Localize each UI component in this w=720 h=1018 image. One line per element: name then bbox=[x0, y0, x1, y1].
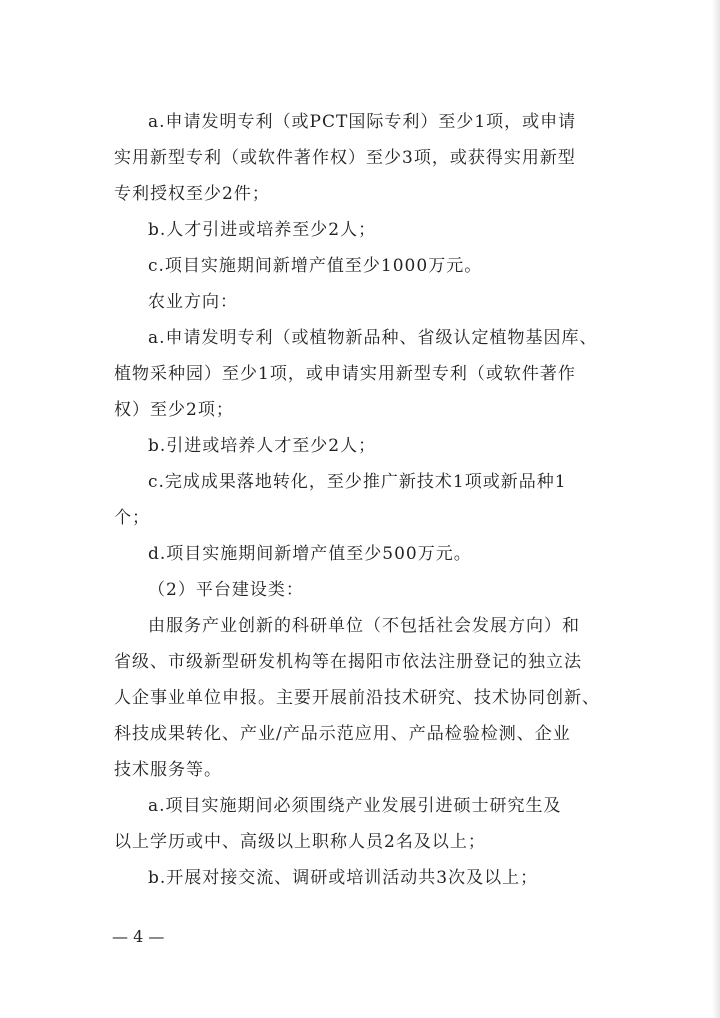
document-body bbox=[114, 104, 606, 896]
section-heading: 农业方向： bbox=[148, 292, 238, 312]
paragraph-line: 科技成果转化、产业/产品示范应用、产品检验检测、企业 bbox=[114, 724, 571, 744]
paragraph-line: b.人才引进或培养至少2人； bbox=[148, 220, 377, 240]
paragraph-line: 人企事业单位申报。主要开展前沿技术研究、技术协同创新、 bbox=[114, 688, 600, 708]
paragraph-line: 个； bbox=[114, 508, 150, 528]
paragraph-line: a.申请发明专利（或PCT国际专利）至少1项，或申请 bbox=[148, 112, 577, 132]
paragraph-line: 植物采种园）至少1项，或申请实用新型专利（或软件著作 bbox=[114, 364, 576, 384]
paragraph-line: a.项目实施期间必须围绕产业发展引进硕士研究生及 bbox=[148, 796, 562, 816]
paragraph-line: a.申请发明专利（或植物新品种、省级认定植物基因库、 bbox=[148, 328, 598, 348]
section-heading: （2）平台建设类： bbox=[148, 580, 304, 600]
paragraph-line: 省级、市级新型研发机构等在揭阳市依法注册登记的独立法 bbox=[114, 652, 582, 672]
paragraph-line: 由服务产业创新的科研单位（不包括社会发展方向）和 bbox=[148, 616, 580, 636]
paragraph-line: 权）至少2项； bbox=[114, 400, 234, 420]
paragraph-line: c.完成成果落地转化，至少推广新技术1项或新品种1 bbox=[148, 472, 567, 492]
paragraph-line: 专利授权至少2件； bbox=[114, 184, 270, 204]
paragraph-line: b.开展对接交流、调研或培训活动共3次及以上； bbox=[148, 868, 539, 888]
page-number: — 4 — bbox=[112, 927, 165, 946]
paragraph-line: c.项目实施期间新增产值至少1000万元。 bbox=[148, 256, 483, 276]
paragraph-line: 实用新型专利（或软件著作权）至少3项，或获得实用新型 bbox=[114, 148, 576, 168]
page-edge-shadow bbox=[712, 0, 720, 1018]
paragraph-line: d.项目实施期间新增产值至少500万元。 bbox=[148, 544, 472, 564]
paragraph-line: 以上学历或中、高级以上职称人员2名及以上； bbox=[114, 832, 486, 852]
paragraph-line: b.引进或培养人才至少2人； bbox=[148, 436, 377, 456]
paragraph-line: 技术服务等。 bbox=[114, 760, 222, 780]
